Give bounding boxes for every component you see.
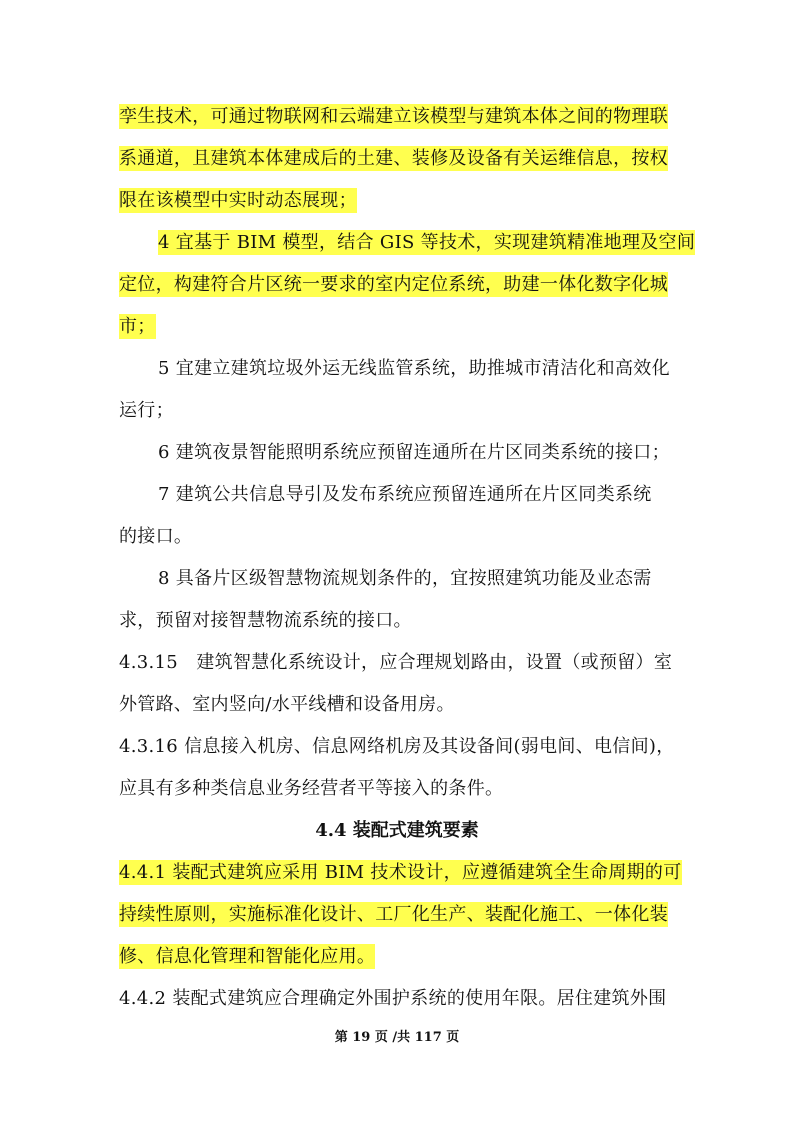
clause-4-4-1 <box>119 860 682 886</box>
list-item-6: 6 建筑夜景智能照明系统应预留连通所在片区同类系统的接口； <box>158 442 670 463</box>
paragraph-line <box>119 314 156 340</box>
list-item-4 <box>158 230 695 256</box>
paragraph-line: 应具有多种类信息业务经营者平等接入的条件。 <box>119 778 504 799</box>
highlighted-text: 4 宜基于 BIM 模型，结合 GIS 等技术，实现建筑精准地理及空间 <box>158 232 696 253</box>
highlighted-text: 限在该模型中实时动态展现； <box>119 190 357 211</box>
paragraph-line <box>119 944 375 970</box>
paragraph-line <box>119 188 357 214</box>
list-item-5: 5 宜建立建筑垃圾外运无线监管系统，助推城市清洁化和高效化 <box>158 358 670 379</box>
page-footer: 第 19 页 /共 117 页 <box>334 1030 460 1045</box>
paragraph-line: 运行； <box>119 400 174 421</box>
clause-4-4-2: 4.4.2 装配式建筑应合理确定外围护系统的使用年限。居住建筑外围 <box>119 988 667 1009</box>
list-item-8: 8 具备片区级智慧物流规划条件的，宜按照建筑功能及业态需 <box>158 568 652 589</box>
highlighted-text: 系通道，且建筑本体建成后的土建、装修及设备有关运维信息，按权 <box>119 148 668 169</box>
highlighted-text: 修、信息化管理和智能化应用。 <box>119 946 376 967</box>
highlighted-text: 定位，构建符合片区统一要求的室内定位系统，助建一体化数字化城 <box>119 274 668 295</box>
paragraph-line <box>119 902 668 928</box>
paragraph-line: 外管路、室内竖向/水平线槽和设备用房。 <box>119 694 455 715</box>
clause-4-3-16: 4.3.16 信息接入机房、信息网络机房及其设备间(弱电间、电信间)， <box>119 736 675 757</box>
clause-4-3-15: 4.3.15 建筑智慧化系统设计，应合理规划路由，设置（或预留）室 <box>119 652 673 673</box>
highlighted-text: 4.4.1 装配式建筑应采用 BIM 技术设计，应遵循建筑全生命周期的可 <box>119 862 682 883</box>
paragraph-line: 求，预留对接智慧物流系统的接口。 <box>119 610 412 631</box>
highlighted-text: 孪生技术，可通过物联网和云端建立该模型与建筑本体之间的物理联 <box>119 106 668 127</box>
paragraph-line <box>119 272 668 298</box>
section-heading: 4.4 装配式建筑要素 <box>315 820 479 841</box>
highlighted-text: 持续性原则，实施标准化设计、工厂化生产、装配化施工、一体化装 <box>119 904 668 925</box>
paragraph-line <box>119 104 668 130</box>
paragraph-line <box>119 146 668 172</box>
list-item-7: 7 建筑公共信息导引及发布系统应预留连通所在片区同类系统 <box>158 484 652 505</box>
paragraph-line: 的接口。 <box>119 526 193 547</box>
highlighted-text: 市； <box>119 316 156 337</box>
